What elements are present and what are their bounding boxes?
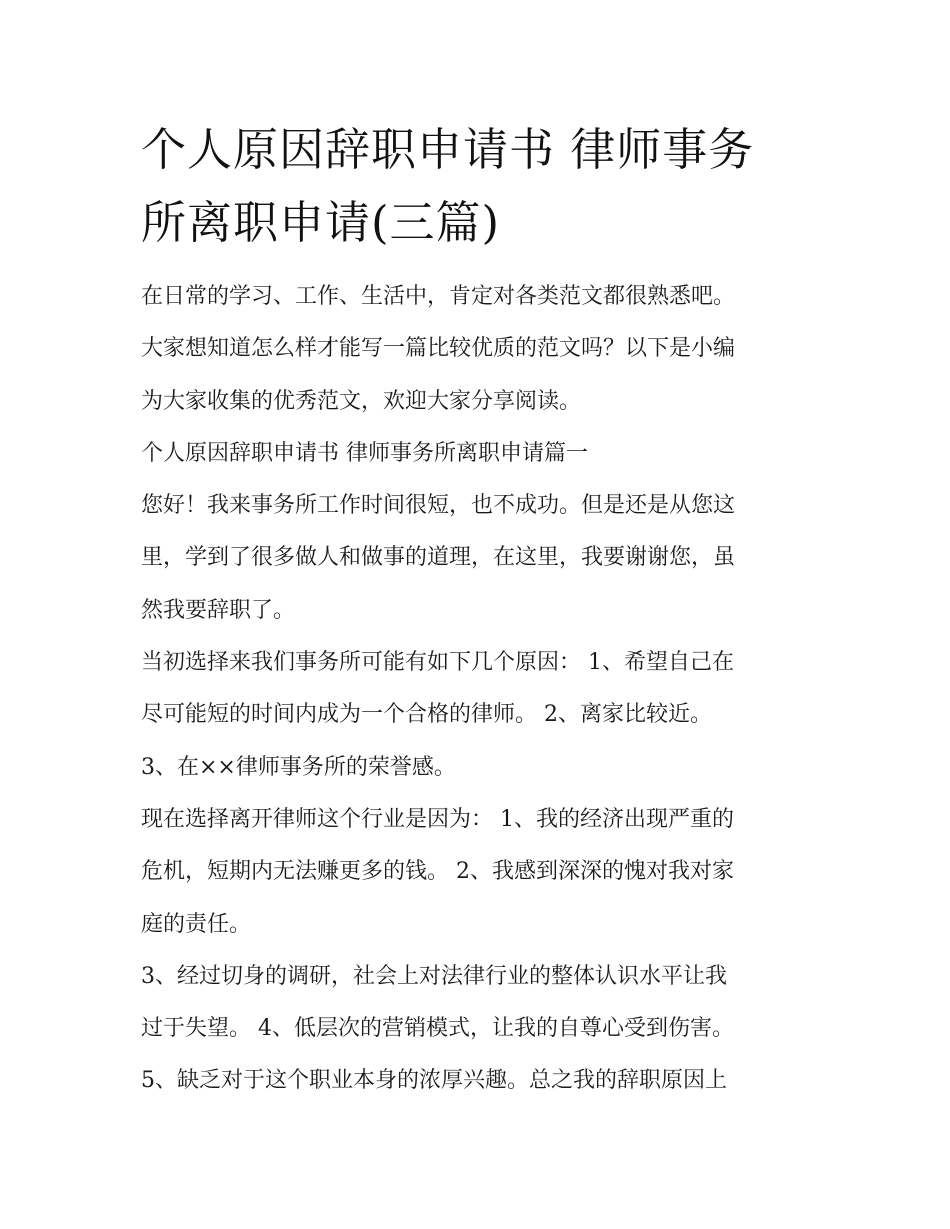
text-line: 里，学到了很多做人和做事的道理，在这里，我要谢谢您，虽 — [141, 545, 736, 571]
text-line: 5、缺乏对于这个职业本身的浓厚兴趣。总之我的辞职原因上 — [141, 1068, 727, 1094]
text-line: 个人原因辞职申请书 律师事务所离职申请篇一 — [141, 440, 588, 466]
text-line: 3、在××律师事务所的荣誉感。 — [141, 754, 456, 780]
body-paragraph — [141, 794, 821, 951]
intro-paragraph — [141, 271, 821, 428]
document-content — [141, 113, 821, 1108]
document-body — [141, 271, 821, 1108]
text-line: 尽可能短的时间内成为一个合格的律师。 2、离家比较近。 — [141, 702, 712, 728]
text-line: 当初选择来我们事务所可能有如下几个原因： 1、希望自己在 — [141, 650, 734, 676]
text-line: 大家想知道怎么样才能写一篇比较优质的范文吗？以下是小编 — [141, 336, 736, 362]
title-line: 个人原因辞职申请书 律师事务 — [141, 123, 755, 176]
document-title — [141, 113, 821, 259]
body-paragraph — [141, 480, 821, 637]
body-paragraph — [141, 1055, 821, 1107]
text-line: 过于失望。 4、低层次的营销模式，让我的自尊心受到伤害。 — [141, 1016, 734, 1042]
text-line: 然我要辞职了。 — [141, 597, 296, 623]
text-line: 危机，短期内无法赚更多的钱。 2、我感到深深的愧对我对家 — [141, 859, 734, 885]
section-heading — [141, 428, 821, 480]
text-line: 现在选择离开律师这个行业是因为： 1、我的经济出现严重的 — [141, 806, 734, 832]
text-line: 3、经过切身的调研，社会上对法律行业的整体认识水平让我 — [141, 963, 727, 989]
text-line: 您好！我来事务所工作时间很短，也不成功。但是还是从您这 — [141, 493, 736, 519]
body-paragraph — [141, 951, 821, 1056]
body-paragraph — [141, 742, 821, 794]
text-line: 庭的责任。 — [141, 911, 252, 937]
text-line: 在日常的学习、工作、生活中，肯定对各类范文都很熟悉吧。 — [141, 284, 736, 309]
title-line: 所离职申请(三篇) — [141, 196, 501, 249]
text-line: 为大家收集的优秀范文，欢迎大家分享阅读。 — [141, 388, 582, 414]
body-paragraph — [141, 637, 821, 742]
